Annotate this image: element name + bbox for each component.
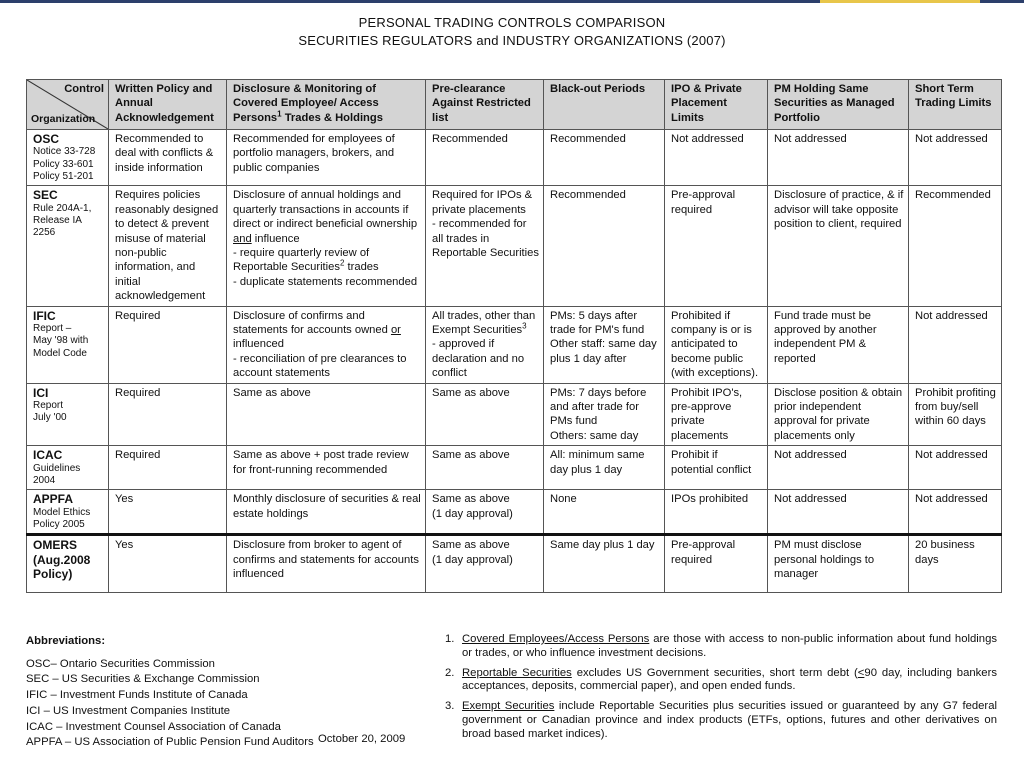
org-name: OSC: [33, 132, 60, 146]
table-row-icac: [27, 446, 1002, 490]
cell-disclosure: [227, 306, 426, 383]
header-short-term: Short Term Trading Limits: [909, 80, 1002, 130]
abbreviation-item: ICI – US Investment Companies Institute: [26, 704, 231, 717]
underlined-or: or: [390, 323, 401, 336]
org-cell-appfa: [27, 490, 109, 535]
org-name: ICAC: [33, 448, 63, 463]
footnote-body: include Reportable Securities plus securities issued or guaranteed by any G7 federal government or Canadian province and index products (ETFs, options, futures and other derivatives on broad based market indices).: [462, 700, 997, 740]
cell-preclearance: Same as above: [426, 446, 544, 490]
cell-pm-holding: Not addressed: [768, 446, 909, 490]
footnote-number: 1.: [445, 633, 455, 645]
cell-blackout: [544, 306, 665, 383]
cell-preclearance: [426, 186, 544, 306]
page-title: [0, 14, 1024, 50]
org-detail: Rule 204A-1,: [33, 202, 92, 214]
footnote-body: 90 day, including bankers acceptances, deposits, commercial paper), and open ended funds.: [462, 666, 997, 693]
table-row-sec: [27, 186, 1002, 306]
cell-blackout: [544, 383, 665, 446]
footnote-term: Covered Employees/Access Persons: [462, 633, 650, 645]
cell-blackout: Recommended: [544, 186, 665, 306]
cell-line: - recommended for all trades in Reportable Securities: [432, 218, 539, 259]
abbreviation-item: ICAC – Investment Counsel Association of Canada: [26, 720, 281, 733]
cell-ipo: Pre-approval required: [665, 186, 768, 306]
header-corner-cell: [27, 80, 109, 130]
header-disclosure-text: Disclosure & Monitoring of Covered Employee/ Access Persons: [233, 83, 379, 124]
cell-pm-holding: Fund trade must be approved by another independent PM & reported: [768, 306, 909, 383]
header-preclearance: Pre-clearance Against Restricted list: [426, 80, 544, 130]
cell-short-term: 20 business days: [909, 535, 1002, 593]
cell-line: (1 day approval): [432, 553, 513, 566]
header-disclosure-text-end: Trades & Holdings: [281, 111, 383, 124]
cell-line: [233, 309, 421, 352]
org-cell-ific: [27, 306, 109, 383]
cell-text: All trades, other than Exempt Securities: [432, 309, 536, 336]
cell-text: Disclosure of annual holdings and quarterly transactions in accounts if direct or indirect beneficial ownership: [233, 189, 418, 231]
cell-line: Other staff: same day plus 1 day after: [550, 338, 657, 365]
cell-preclearance: [426, 306, 544, 383]
cell-pm-holding: Not addressed: [768, 130, 909, 186]
corner-control-label: Control: [64, 83, 104, 95]
cell-preclearance: [426, 535, 544, 593]
org-detail: Model Ethics: [33, 506, 91, 518]
cell-line: Same as above: [432, 493, 510, 506]
cell-line: [233, 246, 421, 275]
footnote-2: [445, 667, 997, 695]
less-than-symbol: <: [857, 666, 865, 679]
abbreviation-item: APPFA – US Association of Public Pension Fund Auditors: [26, 736, 314, 749]
footnote-term: Exempt Securities: [462, 700, 555, 713]
cell-preclearance: Same as above: [426, 383, 544, 446]
cell-written-policy: Yes: [109, 490, 227, 535]
org-name: APPFA: [33, 492, 74, 507]
abbreviation-item: OSC– Ontario Securities Commission: [26, 657, 215, 670]
cell-line: - approved if declaration and no conflict: [432, 338, 525, 380]
header-pm-holding: PM Holding Same Securities as Managed Portfolio: [768, 80, 909, 130]
cell-line: - duplicate statements recommended: [233, 275, 418, 288]
header-blackout: Black-out Periods: [544, 80, 665, 130]
cell-preclearance: Recommended: [426, 130, 544, 186]
cell-ipo: Not addressed: [665, 130, 768, 186]
header-written-policy: Written Policy and Annual Acknowledgement: [109, 80, 227, 130]
cell-blackout: All: minimum same day plus 1 day: [544, 446, 665, 490]
footnote-term: Reportable Securities: [462, 666, 572, 679]
org-detail: Guidelines: [33, 462, 81, 474]
org-cell-ici: [27, 383, 109, 446]
cell-pm-holding: Not addressed: [768, 490, 909, 535]
cell-short-term: Not addressed: [909, 446, 1002, 490]
cell-short-term: Recommended: [909, 186, 1002, 306]
cell-short-term: Prohibit profiting from buy/sell within 60 days: [909, 383, 1002, 446]
org-name: IFIC: [33, 308, 56, 323]
org-cell-icac: [27, 446, 109, 490]
cell-line: [233, 188, 421, 246]
abbreviation-item: SEC – US Securities & Exchange Commission: [26, 673, 260, 686]
cell-line: Required for IPOs & private placements: [432, 189, 533, 216]
header-row: [27, 80, 1002, 130]
footnote-body: excludes US Government securities, short term debt (: [571, 666, 858, 679]
footnote-ref-1: 1: [277, 109, 282, 119]
footnote-text: [462, 667, 997, 695]
footnotes-section: [445, 633, 997, 748]
cell-line: (1 day approval): [432, 507, 513, 520]
org-detail: Policy 33-601: [33, 158, 94, 170]
cell-ipo: Prohibit if potential conflict: [665, 446, 768, 490]
cell-written-policy: Recommended to deal with conflicts & inside information: [109, 130, 227, 186]
cell-disclosure: Same as above: [227, 383, 426, 446]
cell-blackout: Same day plus 1 day: [544, 535, 665, 593]
cell-ipo: Pre-approval required: [665, 535, 768, 593]
org-name: ICI: [33, 385, 49, 400]
table-row-omers: [27, 535, 1002, 593]
footnote-ref-2: 2: [339, 258, 345, 268]
org-detail: Notice 33-728: [33, 146, 96, 158]
cell-blackout: Recommended: [544, 130, 665, 186]
footnote-1: [445, 633, 997, 661]
org-detail: July '00: [33, 412, 67, 424]
footnote-ref-3: 3: [522, 321, 527, 331]
comparison-table: [26, 79, 1002, 593]
cell-pm-holding: Disclose position & obtain prior independent approval for private placements only: [768, 383, 909, 446]
cell-text: - require quarterly review of Reportable Securities: [233, 246, 370, 274]
org-detail: Policy 2005: [33, 518, 85, 530]
org-detail: Report: [33, 399, 64, 411]
cell-text: Disclosure of confirms and statements for accounts owned: [233, 309, 391, 336]
cell-line: - reconciliation of pre clearances to account statements: [233, 352, 407, 380]
footnote-text: [462, 633, 997, 661]
cell-short-term: Not addressed: [909, 130, 1002, 186]
table-row-ific: [27, 306, 1002, 383]
cell-written-policy: Required: [109, 383, 227, 446]
underlined-and: and: [233, 232, 252, 245]
cell-line: Same as above: [432, 539, 510, 552]
abbreviations-heading: Abbreviations:: [26, 635, 106, 647]
cell-short-term: Not addressed: [909, 490, 1002, 535]
cell-line: PMs: 7 days before and after trade for PMs fund: [550, 386, 647, 428]
cell-disclosure: Monthly disclosure of securities & real estate holdings: [227, 490, 426, 535]
org-detail: Policy 51-201: [33, 171, 94, 182]
org-detail: Model Code: [33, 347, 87, 359]
header-ipo: IPO & Private Placement Limits: [665, 80, 768, 130]
top-accent-bar: [820, 0, 980, 3]
cell-ipo: IPOs prohibited: [665, 490, 768, 535]
header-disclosure: [227, 80, 426, 130]
cell-written-policy: Requires policies reasonably designed to detect & prevent misuse of material non-public information, and initial acknowledgement: [109, 186, 227, 306]
title-line-2: SECURITIES REGULATORS and INDUSTRY ORGANIZATIONS (2007): [298, 33, 726, 48]
cell-written-policy: Required: [109, 306, 227, 383]
cell-pm-holding: Disclosure of practice, & if advisor will take opposite position to client, required: [768, 186, 909, 306]
org-detail: Release IA: [33, 215, 82, 226]
cell-disclosure: Same as above + post trade review for front-running recommended: [227, 446, 426, 490]
cell-disclosure: Disclosure from broker to agent of confirms and statements for accounts influenced: [227, 535, 426, 593]
cell-line: Others: same day: [550, 429, 639, 442]
footnote-3: [445, 700, 997, 741]
cell-line: [432, 309, 539, 338]
cell-disclosure: Recommended for employees of portfolio managers, brokers, and public companies: [227, 130, 426, 186]
footnote-text: [462, 700, 997, 741]
footnote-number: 3.: [445, 700, 455, 713]
cell-disclosure: [227, 186, 426, 306]
cell-line: PMs: 5 days after trade for PM's fund: [550, 309, 645, 336]
table-row-osc: [27, 130, 1002, 186]
footnote-body: are those with access to non-public information about fund holdings or trades, or who influence investment decisions.: [462, 633, 998, 659]
cell-written-policy: Yes: [109, 535, 227, 593]
footer-date: October 20, 2009: [318, 733, 406, 745]
cell-ipo: Prohibited if company is or is anticipated to become public (with exceptions).: [665, 306, 768, 383]
org-detail: 2256: [33, 227, 56, 239]
table-row-appfa: [27, 490, 1002, 535]
org-detail: Report –: [33, 322, 72, 334]
cell-blackout: None: [544, 490, 665, 535]
cell-short-term: Not addressed: [909, 306, 1002, 383]
title-line-1: PERSONAL TRADING CONTROLS COMPARISON: [358, 15, 666, 30]
cell-text: trades: [344, 261, 379, 274]
org-cell-omers: [27, 535, 109, 593]
cell-text: influenced: [233, 338, 285, 351]
footnote-number: 2.: [445, 666, 455, 679]
cell-pm-holding: PM must disclose personal holdings to manager: [768, 535, 909, 593]
cell-written-policy: Required: [109, 446, 227, 490]
org-detail: 2004: [33, 474, 56, 486]
cell-text: influence: [251, 232, 300, 245]
cell-ipo: Prohibit IPO's, pre-approve private placements: [665, 383, 768, 446]
corner-organization-label: Organization: [31, 112, 96, 125]
abbreviation-item: IFIC – Investment Funds Institute of Canada: [26, 689, 248, 702]
org-cell-osc: [27, 130, 109, 186]
org-cell-sec: [27, 186, 109, 306]
table-row-ici: [27, 383, 1002, 446]
org-name: OMERS (Aug.2008 Policy): [33, 538, 91, 582]
org-name: SEC: [33, 188, 58, 203]
org-detail: May '98 with: [33, 335, 89, 347]
cell-preclearance: [426, 490, 544, 535]
